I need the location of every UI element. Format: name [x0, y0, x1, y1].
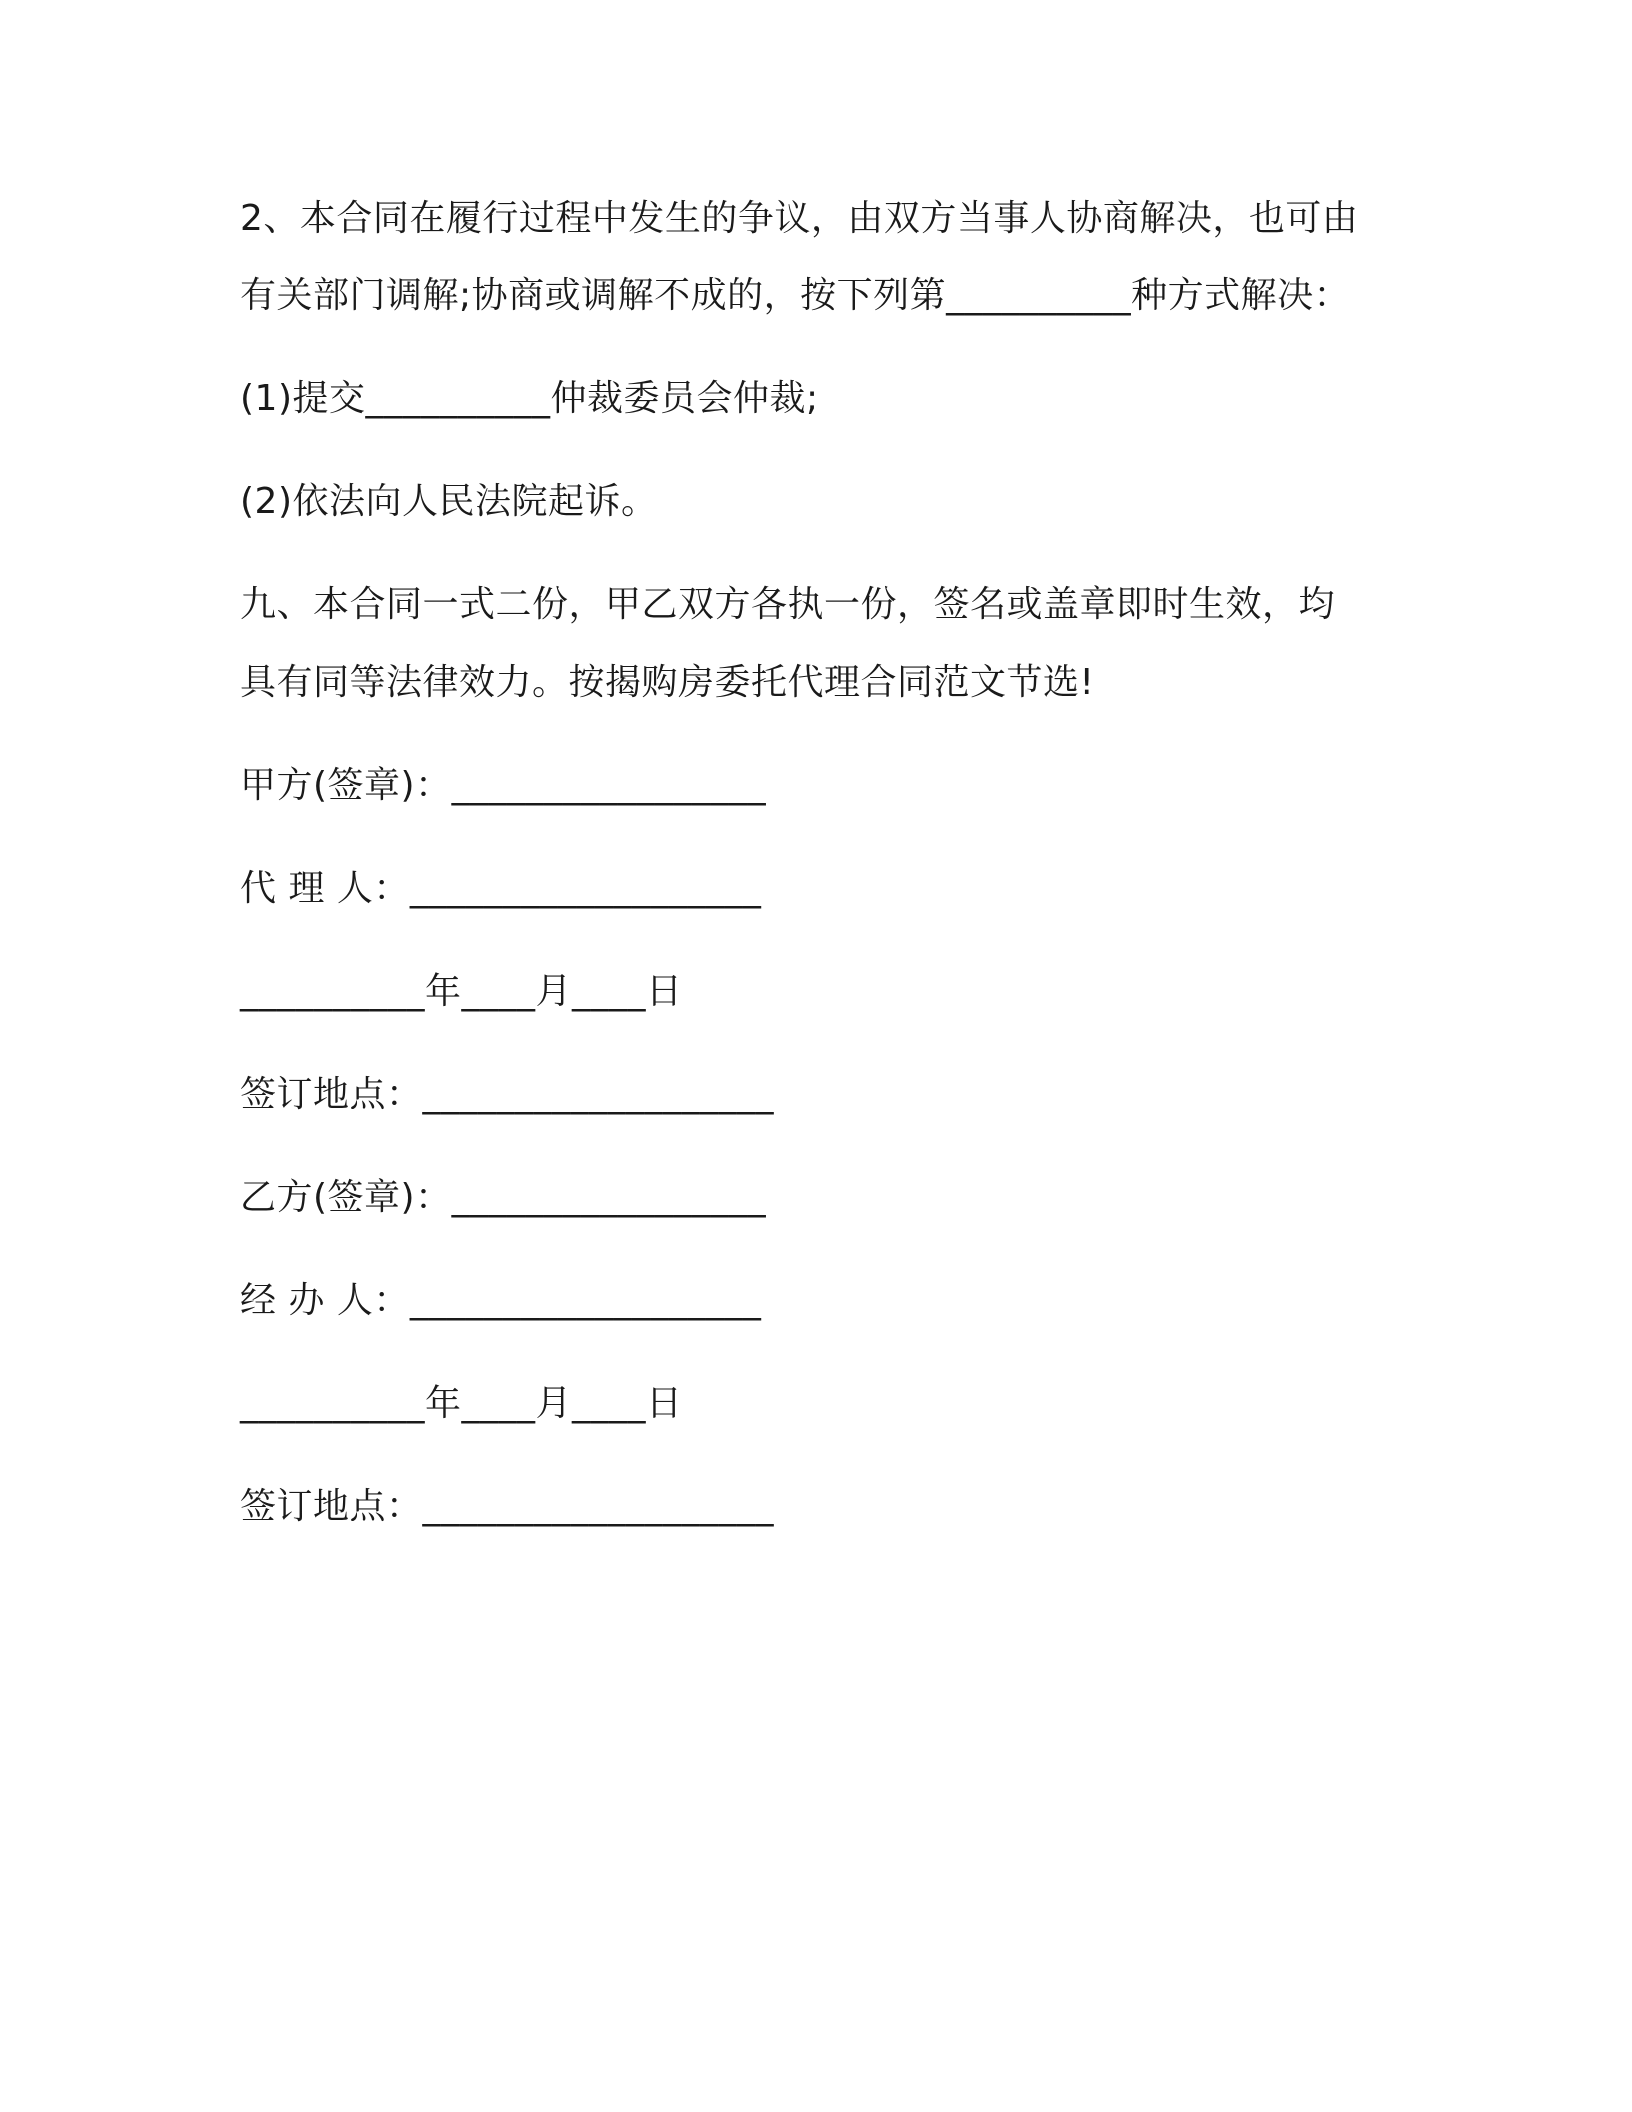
- party-a-signature-field: 甲方(签章)：_________________: [240, 765, 767, 806]
- clause-9-line-2: 具有同等法律效力。按揭购房委托代理合同范文节选!: [240, 662, 1095, 703]
- clause-2-line-2: 有关部门调解;协商或调解不成的，按下列第__________种方式解决：: [240, 275, 1351, 316]
- party-b-signature-field: 乙方(签章)：_________________: [240, 1177, 767, 1218]
- dispute-option-1: (1)提交__________仲裁委员会仲裁;: [240, 378, 819, 419]
- party-b-location-field: 签订地点：___________________: [240, 1486, 775, 1527]
- party-b-handler-field: 经 办 人：___________________: [240, 1280, 762, 1321]
- dispute-option-2: (2)依法向人民法院起诉。: [240, 481, 658, 522]
- clause-9-line-1: 九、本合同一式二份，甲乙双方各执一份，签名或盖章即时生效，均: [240, 584, 1336, 625]
- party-a-location-field: 签订地点：___________________: [240, 1074, 775, 1115]
- party-a-agent-field: 代 理 人：___________________: [240, 868, 762, 909]
- clause-2-line-1: 2、本合同在履行过程中发生的争议，由双方当事人协商解决，也可由: [240, 198, 1359, 239]
- party-a-date-field: __________年____月____日: [240, 971, 683, 1012]
- party-b-date-field: __________年____月____日: [240, 1383, 683, 1424]
